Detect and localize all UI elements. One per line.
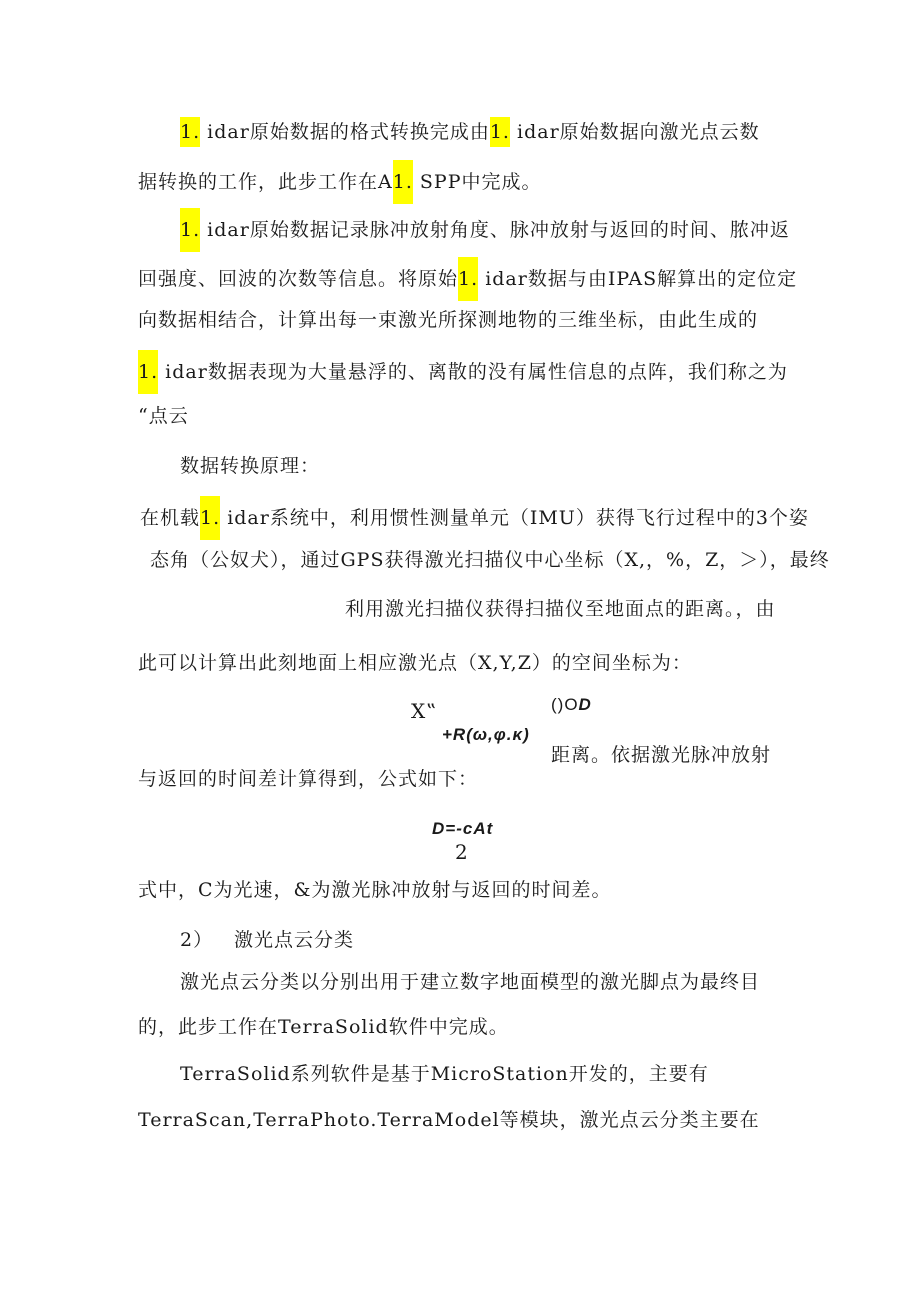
- formula-right: [551, 691, 592, 719]
- text-run: idar原始数据向激光点云数: [509, 121, 760, 143]
- text-run: idar原始数据的格式转换完成由: [200, 121, 490, 143]
- text-run: 利用激光扫描仪获得扫描仪至地面点的距离。，由: [345, 598, 776, 620]
- p1-line-2: [138, 160, 542, 204]
- text-run: idar原始数据记录脉冲放射角度、脉冲放射与返回的时间、脓冲返: [200, 219, 790, 241]
- highlight-mark: 1.: [458, 257, 478, 301]
- p2-line-4: [138, 350, 788, 394]
- text-run: 与返回的时间差计算得到，公式如下：: [138, 768, 479, 790]
- text-run: 在机载: [140, 507, 201, 529]
- text-run: 态角（公奴犬），通过GPS获得激光扫描仪中心坐标（X,，%，Z，＞），最终: [150, 549, 830, 571]
- text-run: 回强度、回波的次数等信息。将原始: [138, 268, 459, 290]
- p3-line-4: [138, 649, 692, 677]
- section-heading: [180, 452, 320, 480]
- text-run: idar数据表现为大量悬浮的、离散的没有属性信息的点阵，我们称之为: [158, 361, 788, 383]
- highlight-mark: 1.: [490, 117, 510, 147]
- section-title: 激光点云分类: [234, 929, 355, 951]
- p5-line-1: [138, 876, 611, 904]
- p2-line-1: [180, 208, 790, 252]
- formula-term: +R(ω,φ.κ): [442, 725, 530, 744]
- p2-line-2: [138, 257, 797, 301]
- p2-line-3: [138, 306, 758, 334]
- text-run: TerraSolid系列软件是基于MicroStation开发的，主要有: [180, 1063, 709, 1085]
- p6-line-1: [180, 968, 760, 996]
- section-2-title: [234, 926, 354, 954]
- text-run: 据转换的工作，此步工作在A: [138, 171, 393, 193]
- p3-line-3: [345, 595, 776, 623]
- highlight-mark: 1.: [138, 350, 158, 394]
- formula-variable-d: D: [578, 695, 592, 714]
- heading-text: 数据转换原理：: [180, 455, 321, 477]
- text-run: “点云: [138, 405, 189, 427]
- highlight-mark: 1.: [180, 208, 200, 252]
- formula-term: 2: [455, 840, 469, 864]
- p4-line-1: [551, 741, 771, 769]
- formula-left: [411, 697, 437, 725]
- section-number: 2）: [180, 929, 214, 951]
- p3-line-2: [150, 546, 830, 574]
- text-run: idar系统中，利用惯性测量单元（IMU）获得飞行过程中的3个姿: [220, 507, 809, 529]
- p1-line-1: [180, 117, 760, 147]
- text-run: 此可以计算出此刻地面上相应激光点（X,Y,Z）的空间坐标为：: [138, 652, 692, 674]
- text-run: idar数据与由IPAS解算出的定位定: [478, 268, 798, 290]
- p6-line-2: [138, 1013, 509, 1041]
- text-run: TerraScan,TerraPhoto.TerraModel等模块，激光点云分类主要在: [138, 1109, 760, 1131]
- p3-line-1: [140, 496, 809, 540]
- formula-term: ()O: [551, 695, 579, 714]
- p2-line-5: [138, 402, 189, 430]
- text-run: 式中，C为光速，&为激光脉冲放射与返回的时间差。: [138, 879, 612, 901]
- highlight-mark: 1.: [180, 117, 200, 147]
- highlight-mark: 1.: [200, 496, 220, 540]
- p7-line-2: [138, 1106, 760, 1134]
- formula-denominator: [455, 838, 469, 866]
- formula-expression: D=-cAt: [432, 819, 494, 838]
- text-run: 距离。依据激光脉冲放射: [551, 744, 772, 766]
- formula-term: X‟: [411, 699, 438, 723]
- highlight-mark: 1.: [393, 160, 413, 204]
- section-2-heading: [180, 926, 213, 954]
- text-run: SPP中完成。: [412, 171, 542, 193]
- p7-line-1: [180, 1060, 709, 1088]
- text-run: 激光点云分类以分别出用于建立数字地面模型的激光脚点为最终目: [180, 971, 761, 993]
- p4-line-2: [138, 765, 478, 793]
- formula-rotation: [442, 721, 530, 749]
- text-run: 的，此步工作在TerraSolid软件中完成。: [138, 1016, 509, 1038]
- text-run: 向数据相结合，计算出每一束激光所探测地物的三维坐标，由此生成的: [138, 309, 759, 331]
